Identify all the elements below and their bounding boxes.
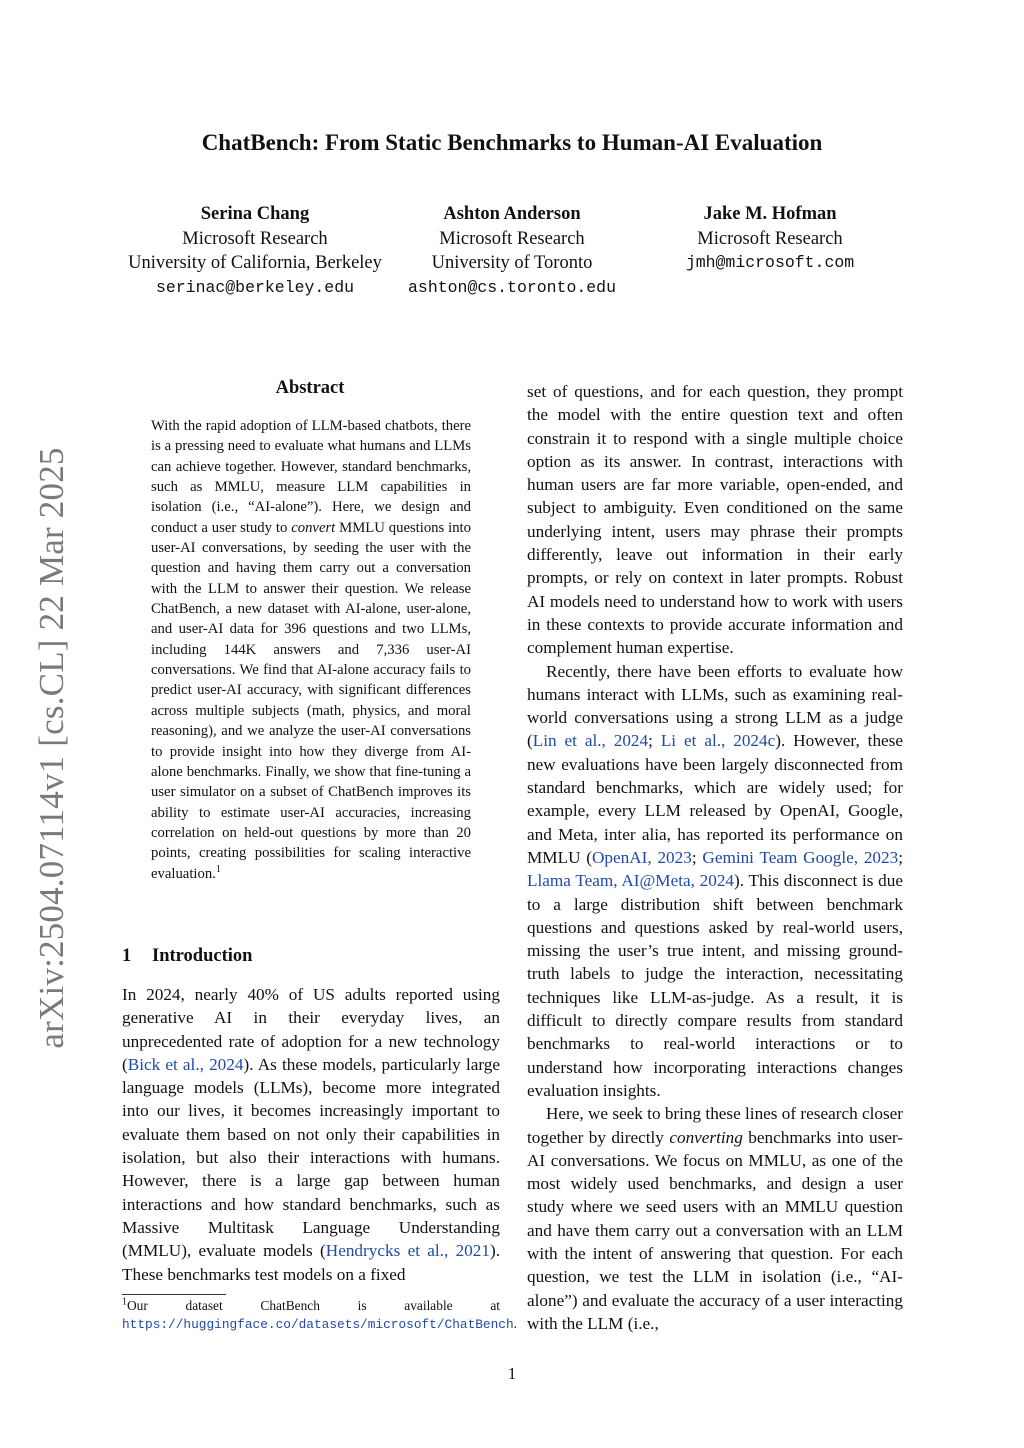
author-block-3 [672,202,868,276]
author-affiliation: Microsoft Research [697,228,843,249]
intro-paragraph-2 [527,660,903,1103]
author-email[interactable]: serinac@berkeley.edu [155,277,355,297]
abstract-emphasis: convert [291,519,336,536]
author-name: Serina Chang [200,204,310,224]
intro-paragraph-3 [527,1102,903,1335]
citation-link[interactable]: OpenAI, 2023 [592,847,692,867]
author-block-2 [400,202,624,300]
footnote-rule [122,1294,226,1295]
author-affiliation: Microsoft Research [439,228,585,249]
paragraph-text: ). However, these new evaluations have been largely disconnected from standard benchmarks, which are widely used; for example, every LLM released by OpenAI, Google, and Meta, inter alia, has reported its performance on MMLU ( [527,731,903,867]
arxiv-identifier: arXiv:2504.07114v1 [cs.CL] 22 Mar 2025 [32,447,71,1049]
section-heading-introduction [122,946,252,967]
author-affiliation: Microsoft Research [182,228,328,249]
citation-link[interactable]: Bick et al., 2024 [127,1054,244,1074]
footnote-end: . [513,1315,518,1331]
abstract-text: With the rapid adoption of LLM-based chatbots, there is a pressing need to evaluate what humans and LLMs can achieve together. However, standard benchmarks, such as MMLU, measure LLM capabilities in isolation (i.e., “AI-alone”). Here, we design and conduct a user study to [151,418,471,536]
paragraph-text: ). These benchmarks test models on a fixed [122,1241,500,1284]
footnote-text: Our dataset ChatBench is available at [127,1298,500,1313]
citation-link[interactable]: Llama Team, AI@Meta, 2024 [527,871,735,891]
footnote-url-link[interactable]: https://huggingface.co/datasets/microsoft/ChatBench [122,1316,514,1332]
paragraph-text: Here, we seek to bring these lines of research closer together by directly [527,1104,903,1147]
paper-title: ChatBench: From Static Benchmarks to Human-AI Evaluation [201,130,823,155]
footnote-mark: 1 [122,1296,127,1308]
author-affiliation: University of California, Berkeley [128,253,382,273]
author-name: Ashton Anderson [443,204,581,224]
intro-paragraph-1-continued [527,380,903,660]
page-number: 1 [507,1364,517,1383]
abstract-body [151,416,471,884]
citation-separator: ; [691,847,703,867]
paragraph-text: Recently, there have been efforts to evaluate how humans interact with LLMs, such as examining real-world conversations using a strong LLM as a judge ( [527,661,903,751]
author-block-1 [114,202,396,300]
intro-paragraph-1 [122,983,500,1286]
citation-link[interactable]: Lin et al., 2024 [532,731,649,751]
author-email[interactable]: jmh@microsoft.com [685,253,855,272]
author-affiliation: University of Toronto [431,253,593,273]
intro-left-column [122,983,500,1286]
section-number: 1 [122,946,132,966]
paragraph-text: ). As these models, particularly large language models (LLMs), become more integrated into our lives, it becomes increasingly important to evaluate them based on not only their capabilities in isolation, but also their interactions with humans. However, there is a large gap between human interactions and how standard benchmarks, such as Massive Multitask Language Understanding (MMLU), evaluate models ( [122,1054,500,1261]
paragraph-text: set of questions, and for each question, they prompt the model with the entire question text and often constrain it to respond with a single multiple choice option as its answer. In contrast, interactions with human users are far more variable, open-ended, and subject to ambiguity. Even conditioned on the same underlying intent, users may phrase their prompts differently, leave out information in their early prompts, or rely on context in later prompts. Robust AI models need to understand how to work with users in these contexts to provide accurate information and complement human expertise. [527,382,903,658]
abstract-text: MMLU questions into user-AI conversations, by seeding the user with the question and having them carry out a conversation with the LLM to answer their question. We release ChatBench, a new dataset with AI-alone, user-alone, and user-AI data for 396 questions and two LLMs, including 144K answers and 7,336 user-AI conversations. We find that AI-alone accuracy fails to predict user-AI accuracy, with significant differences across multiple subjects (math, physics, and moral reasoning), and we analyze the user-AI conversations to provide insight into how they diverge from AI-alone benchmarks. Finally, we show that fine-tuning a user simulator on a subset of ChatBench improves its ability to estimate user-AI accuracies, increasing correlation on held-out questions by more than 20 points, creating possibilities for scaling interactive evaluation. [151,519,471,882]
abstract-heading: Abstract [275,378,345,398]
intro-right-column [527,380,903,1335]
paragraph-text: In 2024, nearly 40% of US adults reported using generative AI in their everyday lives, an unprecedented rate of adoption for a new technology ( [122,985,500,1074]
paragraph-emphasis: converting [669,1127,743,1147]
citation-separator: ; [898,847,903,867]
footnote [122,1296,518,1333]
author-email[interactable]: ashton@cs.toronto.edu [408,277,616,297]
citation-link[interactable]: Li et al., 2024c [660,731,776,751]
citation-link[interactable]: Gemini Team Google, 2023 [702,847,899,867]
footnote-marker[interactable]: 1 [215,863,221,875]
section-title: Introduction [152,946,253,966]
author-name: Jake M. Hofman [703,204,837,224]
citation-separator: ; [648,731,661,751]
citation-link[interactable]: Hendrycks et al., 2021 [325,1241,490,1261]
paragraph-text: benchmarks into user-AI conversations. We focus on MMLU, as one of the most widely used benchmarks, and design a user study where we seed users with an MMLU question and have them carry out a conversation with an LLM with the intent of answering that question. For each question, we test the LLM in isolation (i.e., “AI-alone”) and evaluate the accuracy of a user interacting with the LLM (i.e., [527,1127,903,1333]
paragraph-text: ). This disconnect is due to a large distribution shift between benchmark questions and questions asked by real-world users, missing the user’s true intent, and missing ground-truth labels to judge the interaction, necessitating techniques like LLM-as-judge. As a result, it is difficult to directly compare results from standard benchmarks to real-world interactions or to understand how incorporating interactions changes evaluation insights. [527,871,903,1100]
